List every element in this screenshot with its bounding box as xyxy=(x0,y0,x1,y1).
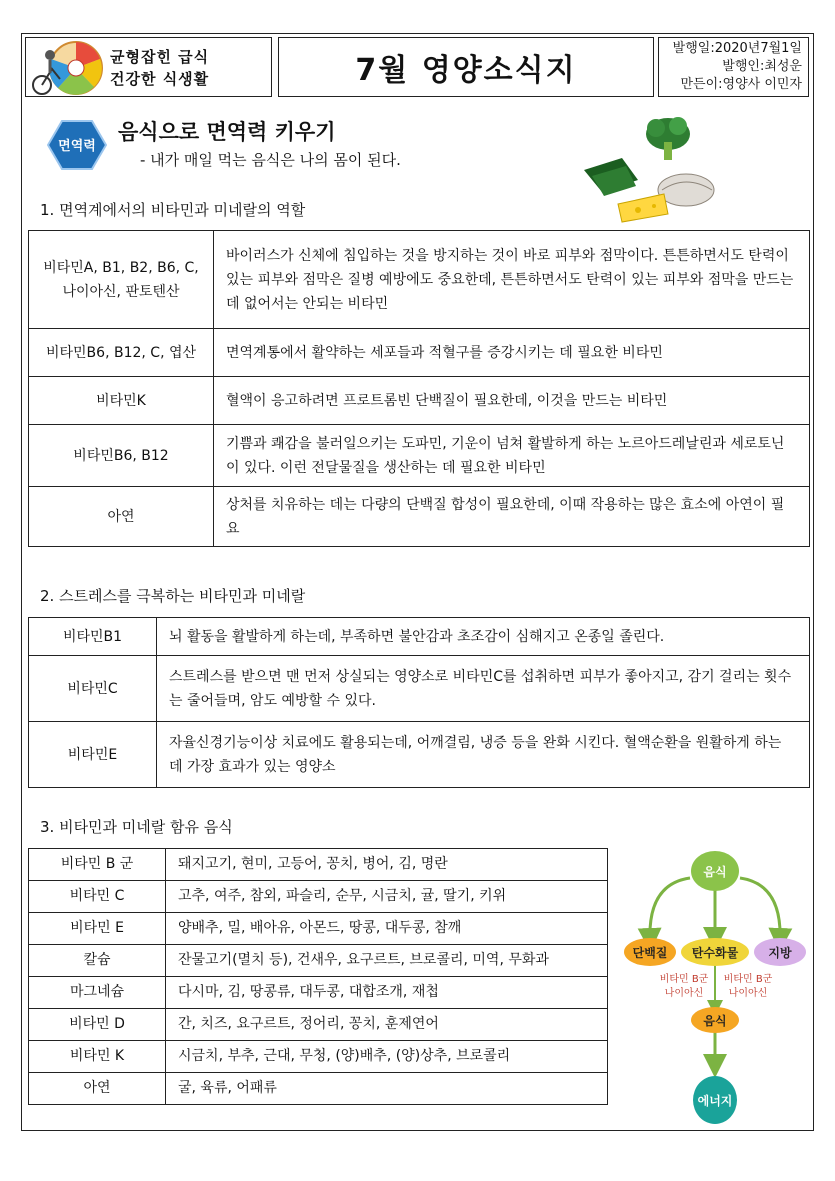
section1-heading: 1. 면역계에서의 비타민과 미네랄의 역할 xyxy=(40,201,306,219)
effect-cell: 자율신경기능이상 치료에도 활용되는데, 어깨결림, 냉증 등을 완화 시킨다. 혈액순환을 원활하게 하는 데 가장 효과가 있는 영양소 xyxy=(157,722,810,788)
newsletter-title: 7월 영양소식지 xyxy=(355,53,577,88)
foods-cell: 고추, 여주, 참외, 파슬리, 순무, 시금치, 귤, 딸기, 키위 xyxy=(166,881,608,913)
foods-cell: 다시마, 김, 땅콩류, 대두콩, 대합조개, 재첩 xyxy=(166,977,608,1009)
food-illustration xyxy=(582,114,722,226)
nutrient-cell: 비타민K xyxy=(29,377,214,425)
table-row xyxy=(29,618,810,656)
table-row xyxy=(29,1073,608,1105)
nutrient-cell: 비타민B1 xyxy=(29,618,157,656)
nutrient-cell: 비타민 C xyxy=(29,881,166,913)
table-row xyxy=(29,945,608,977)
intro-desc: - 내가 매일 먹는 음식은 나의 몸이 된다. xyxy=(140,151,401,169)
table-row xyxy=(29,656,810,722)
table-row xyxy=(29,425,810,487)
section3-heading: 3. 비타민과 미네랄 함유 음식 xyxy=(40,818,233,836)
foods-cell: 시금치, 부추, 근대, 무청, (양)배추, (양)상추, 브로콜리 xyxy=(166,1041,608,1073)
diagram-left-note-2: 나이아신 xyxy=(664,988,704,999)
role-cell: 혈액이 응고하려면 프로트롬빈 단백질이 필요한데, 이것을 만드는 비타민 xyxy=(214,377,810,425)
effect-cell: 스트레스를 받으면 맨 먼저 상실되는 영양소로 비타민C를 섭취하면 피부가 좋아지고, 감기 걸리는 횟수는 줄어들며, 암도 예방할 수 있다. xyxy=(157,656,810,722)
slogan-line-1: 균형잡힌 급식 xyxy=(110,48,210,66)
logo-box xyxy=(25,37,272,97)
newsletter-page xyxy=(21,33,814,1131)
table-row xyxy=(29,849,608,881)
nutrient-cell: 비타민B6, B12, C, 엽산 xyxy=(29,329,214,377)
table-row xyxy=(29,977,608,1009)
diagram-food-label: 음식 xyxy=(703,865,727,879)
intro-title: 음식으로 면역력 키우기 xyxy=(118,120,336,144)
table-row xyxy=(29,1009,608,1041)
nutrient-cell: 비타민C xyxy=(29,656,157,722)
section3-table xyxy=(28,848,608,1105)
issue-info-box xyxy=(658,37,809,97)
role-cell: 기쁨과 쾌감을 불러일으키는 도파민, 기운이 넘쳐 활발하게 하는 노르아드레날린과 세로토닌이 있다. 이런 전달물질을 생산하는 데 필요한 비타민 xyxy=(214,425,810,487)
effect-cell: 뇌 활동을 활발하게 하는데, 부족하면 불안감과 초조감이 심해지고 온종일 졸린다. xyxy=(157,618,810,656)
diagram-right-note-2: 나이아신 xyxy=(728,988,768,999)
author: 만든이:영양사 이민자 xyxy=(680,77,802,92)
header xyxy=(22,34,812,100)
role-cell: 상처를 치유하는 데는 다량의 단백질 합성이 필요한데, 이때 작용하는 많은 효소에 아연이 필요 xyxy=(214,487,810,547)
diagram-right-note-1: 비타민 B군 xyxy=(723,974,773,985)
foods-cell: 굴, 육류, 어패류 xyxy=(166,1073,608,1105)
foods-cell: 양배추, 밀, 배아유, 아몬드, 땅콩, 대두콩, 참깨 xyxy=(166,913,608,945)
section2-heading: 2. 스트레스를 극복하는 비타민과 미네랄 xyxy=(40,587,306,605)
role-cell: 바이러스가 신체에 침입하는 것을 방지하는 것이 바로 피부와 점막이다. 튼튼하면서도 탄력이 있는 피부와 점막은 질병 예방에도 중요한데, 튼튼하면서도 탄력이 있는 피부와 점막을 만드는 데 없어서는 안되는 비타민 xyxy=(214,231,810,329)
table-row xyxy=(29,722,810,788)
table-row xyxy=(29,487,810,547)
table-row xyxy=(29,913,608,945)
foods-cell: 돼지고기, 현미, 고등어, 꽁치, 병어, 김, 명란 xyxy=(166,849,608,881)
table-row xyxy=(29,329,810,377)
nutrient-cell: 비타민E xyxy=(29,722,157,788)
role-cell: 면역계통에서 활약하는 세포들과 적혈구를 증강시키는 데 필요한 비타민 xyxy=(214,329,810,377)
title-box xyxy=(278,37,654,97)
section1-table xyxy=(28,230,810,547)
nutrient-cell: 비타민A, B1, B2, B6, C, 나이아신, 판토텐산 xyxy=(29,231,214,329)
diagram-energy-label: 에너지 xyxy=(697,1094,733,1108)
nutrient-cell: 비타민 B 군 xyxy=(29,849,166,881)
table-row xyxy=(29,1041,608,1073)
section2-table xyxy=(28,617,810,788)
nutrient-cell: 비타민B6, B12 xyxy=(29,425,214,487)
table-row xyxy=(29,231,810,329)
slogan-line-2: 건강한 식생활 xyxy=(110,70,210,88)
publisher: 발행인:최성운 xyxy=(722,59,802,74)
nutrient-cell: 비타민 K xyxy=(29,1041,166,1073)
nutrient-cell: 아연 xyxy=(29,487,214,547)
table-row xyxy=(29,881,608,913)
diagram-carb-label: 탄수화물 xyxy=(691,946,739,960)
diagram-protein-label: 단백질 xyxy=(632,946,668,960)
foods-cell: 잔물고기(멸치 등), 건새우, 요구르트, 브로콜리, 미역, 무화과 xyxy=(166,945,608,977)
badge-label: 면역력 xyxy=(58,139,96,154)
food-wheel-logo xyxy=(28,39,108,97)
foods-cell: 간, 치즈, 요구르트, 정어리, 꽁치, 훈제연어 xyxy=(166,1009,608,1041)
nutrient-cell: 비타민 D xyxy=(29,1009,166,1041)
table-row xyxy=(29,377,810,425)
nutrient-cell: 칼슘 xyxy=(29,945,166,977)
nutrient-cell: 마그네슘 xyxy=(29,977,166,1009)
slogan xyxy=(110,46,209,90)
nutrient-cell: 아연 xyxy=(29,1073,166,1105)
issue-date: 발행일:2020년7월1일 xyxy=(672,41,802,56)
diagram-left-note-1: 비타민 B군 xyxy=(659,974,709,985)
nutrient-cell: 비타민 E xyxy=(29,913,166,945)
energy-flow-diagram xyxy=(620,844,810,1129)
diagram-fat-label: 지방 xyxy=(768,946,792,960)
diagram-food2-label: 음식 xyxy=(703,1014,727,1028)
